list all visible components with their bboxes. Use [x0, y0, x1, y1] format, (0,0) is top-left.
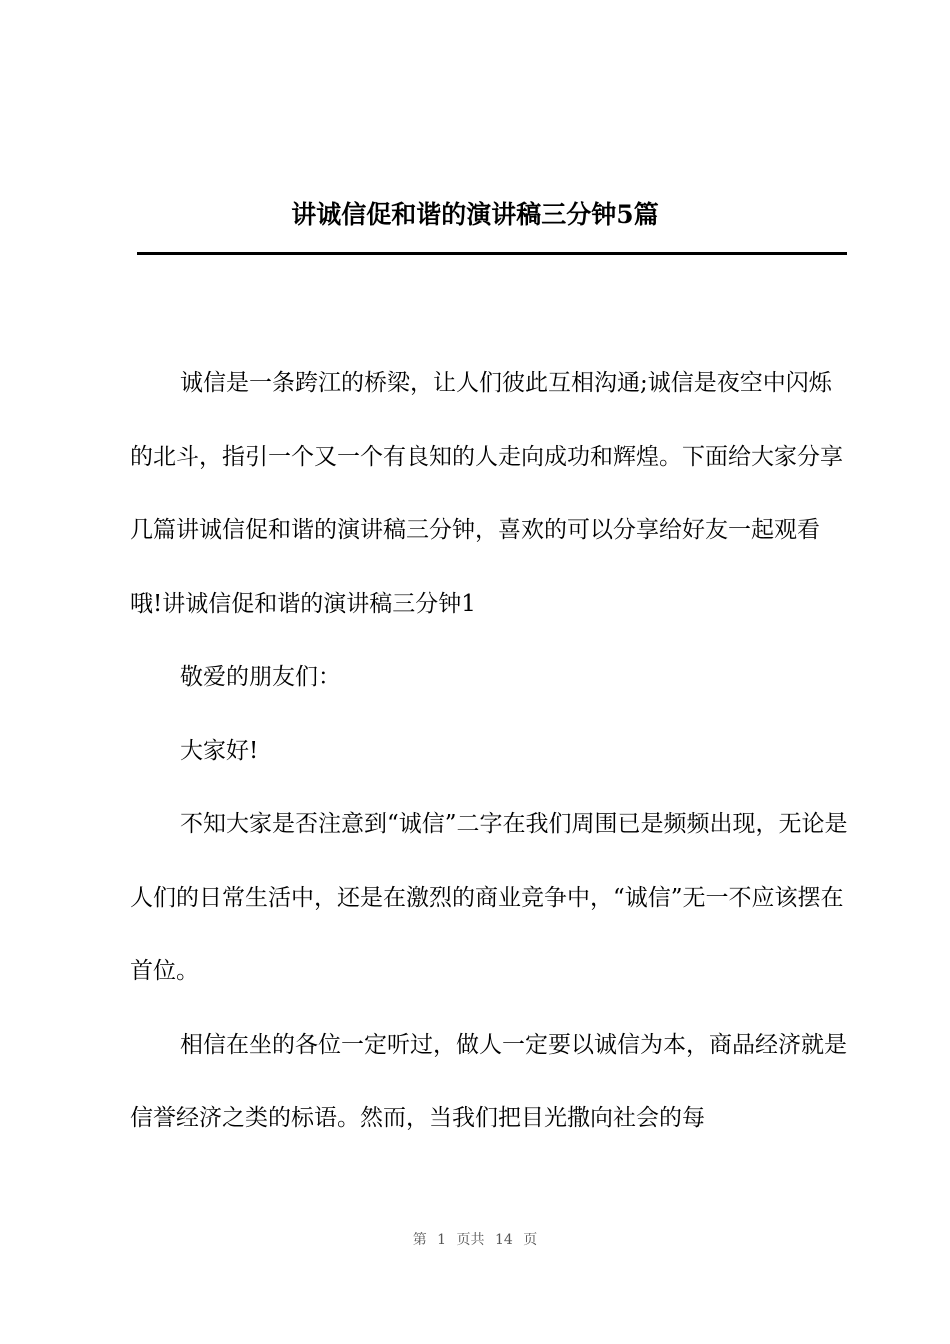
footer-prefix: 第 [412, 1232, 427, 1248]
paragraph-intro: 诚信是一条跨江的桥梁，让人们彼此互相沟通;诚信是夜空中闪烁的北斗，指引一个又一个有良知的人走向成功和辉煌。下面给大家分享几篇讲诚信促和谐的演讲稿三分钟，喜欢的可以分享给好友一起观看哦!讲诚信促和谐的演讲稿三分钟1 [130, 370, 843, 617]
footer-total-pages: 14 [495, 1232, 513, 1248]
footer-page-number: 1 [437, 1232, 447, 1248]
document-title: 讲诚信促和谐的演讲稿三分钟5篇 [291, 200, 659, 229]
page-footer [0, 1229, 950, 1249]
title-underline [137, 252, 847, 255]
paragraph-body-2: 相信在坐的各位一定听过，做人一定要以诚信为本，商品经济就是信誉经济之类的标语。然而，当我们把目光撒向社会的每 [130, 1031, 847, 1131]
document-body [130, 347, 850, 1156]
footer-middle: 页共 [456, 1232, 485, 1248]
paragraph-body-1: 不知大家是否注意到“诚信”二字在我们周围已是频频出现，无论是人们的日常生活中，还是在激烈的商业竞争中，“诚信”无一不应该摆在首位。 [130, 811, 848, 984]
paragraph-greeting: 大家好! [180, 737, 259, 764]
footer-suffix: 页 [523, 1232, 538, 1248]
paragraph-salutation: 敬爱的朋友们： [180, 664, 341, 690]
